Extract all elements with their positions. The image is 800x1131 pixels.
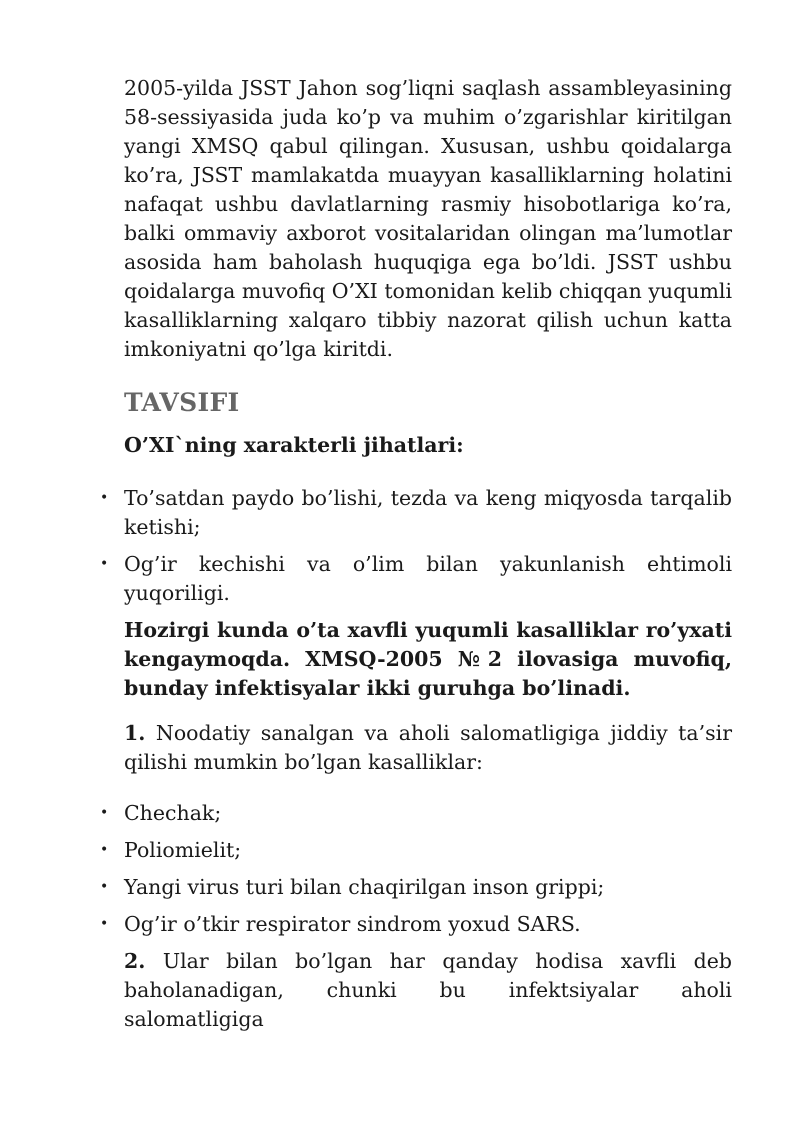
bullet-icon: •	[100, 805, 109, 821]
group-2-text: Ular bilan bo’lgan har qanday hodisa xavfli deb baholanadigan, chunki bu infektsiyalar aholi salomatligiga	[124, 949, 732, 1031]
bullet-icon: •	[100, 490, 109, 506]
list-item	[100, 550, 732, 608]
list-item	[100, 873, 732, 902]
characteristics-list	[100, 484, 732, 608]
group-2-paragraph	[124, 947, 732, 1034]
bullet-icon: •	[100, 916, 109, 932]
list-item	[100, 799, 732, 828]
list-item-text: Og’ir kechishi va o’lim bilan yakunlanish ehtimoli yuqoriligi.	[124, 552, 732, 605]
list-item-text: Chechak;	[124, 801, 222, 825]
group-1-text: Noodatiy sanalgan va aholi salomatligiga jiddiy ta’sir qilishi mumkin bo’lgan kasalliklar:	[124, 721, 732, 774]
group-2-number: 2.	[124, 949, 146, 973]
group-1-number: 1.	[124, 721, 146, 745]
bullet-icon: •	[100, 879, 109, 895]
list-item-text: Og’ir o’tkir respirator sindrom yoxud SARS.	[124, 912, 581, 936]
intro-paragraph: 2005-yilda JSST Jahon sog’liqni saqlash assambleyasining 58-sessiyasida juda ko’p va muhim o’zgarishlar kiritilgan yangi XMSQ qabul qilingan. Xususan, ushbu qoidalarga ko’ra, JSST mamlakatda muayyan kasalliklarning holatini nafaqat ushbu davlatlarning rasmiy hisobotlariga ko’ra, balki ommaviy axborot vositalaridan olingan ma’lumotlar asosida ham baholash huquqiga ega bo’ldi. JSST ushbu qoidalarga muvofiq O’XI tomonidan kelib chiqqan yuqumli kasalliklarning xalqaro tibbiy nazorat qilish uchun katta imkoniyatni qo’lga kiritdi.	[124, 76, 732, 361]
characteristics-subheading: O’XI`ning xarakterli jihatlari:	[124, 433, 464, 457]
list-item	[100, 484, 732, 542]
list-item-text: Yangi virus turi bilan chaqirilgan inson grippi;	[124, 875, 605, 899]
list-item	[100, 836, 732, 865]
list-item-text: Poliomielit;	[124, 838, 242, 862]
group-1-paragraph	[124, 719, 732, 777]
bullet-icon: •	[100, 556, 109, 572]
groups-intro-paragraph: Hozirgi kunda o’ta xavfli yuqumli kasalliklar ro’yxati kengaymoqda. XMSQ-2005 №2 ilovasiga muvofiq, bunday infektisyalar ikki guruhga bo’linadi.	[124, 618, 732, 700]
diseases-list	[100, 799, 732, 939]
list-item	[100, 910, 732, 939]
bullet-icon: •	[100, 842, 109, 858]
section-heading: TAVSIFI	[124, 388, 240, 417]
list-item-text: To’satdan paydo bo’lishi, tezda va keng miqyosda tarqalib ketishi;	[124, 486, 732, 539]
document-page	[100, 74, 732, 1034]
